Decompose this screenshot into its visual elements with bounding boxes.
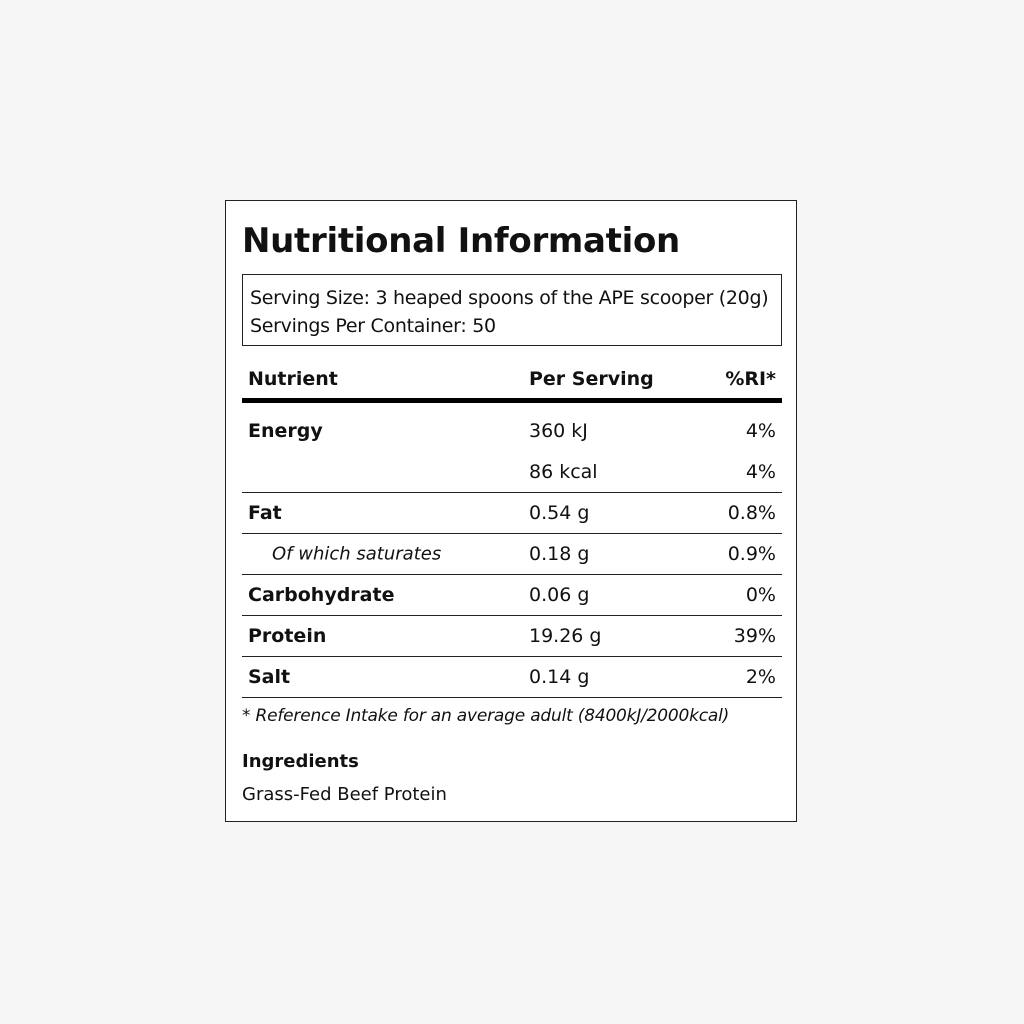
nutrient-name: Salt <box>248 666 291 688</box>
nutrition-label <box>225 200 797 822</box>
label-title: Nutritional Information <box>242 221 680 261</box>
table-row-energy-kj <box>242 403 782 452</box>
nutrient-name: Energy <box>248 420 323 442</box>
nutrient-name: Fat <box>248 502 282 524</box>
table-row-protein <box>242 616 782 657</box>
serving-size-text: Serving Size: 3 heaped spoons of the APE scooper (20g) <box>250 287 769 309</box>
per-serving-value: 0.14 g <box>529 666 590 688</box>
table-row-energy-kcal <box>242 452 782 493</box>
ingredients-text: Grass-Fed Beef Protein <box>242 784 447 805</box>
ri-value: 39% <box>733 625 776 647</box>
per-serving-value: 0.06 g <box>529 584 590 606</box>
table-row-saturates <box>242 534 782 575</box>
ri-value: 4% <box>745 461 776 483</box>
per-serving-value: 0.18 g <box>529 543 590 565</box>
ri-value: 0.9% <box>727 543 776 565</box>
header-per-serving: Per Serving <box>529 368 654 390</box>
nutrient-name: Protein <box>248 625 327 647</box>
reference-intake-footnote: * Reference Intake for an average adult (8400kJ/2000kcal) <box>242 706 730 726</box>
ri-value: 0.8% <box>727 502 776 524</box>
table-row-carbohydrate <box>242 575 782 616</box>
ri-value: 0% <box>745 584 776 606</box>
header-ri: %RI* <box>725 368 776 390</box>
table-header-row <box>242 361 782 403</box>
ri-value: 4% <box>745 420 776 442</box>
per-serving-value: 19.26 g <box>529 625 602 647</box>
header-nutrient: Nutrient <box>248 368 338 390</box>
nutrient-name: Carbohydrate <box>248 584 395 606</box>
servings-per-container-text: Servings Per Container: 50 <box>250 315 496 337</box>
per-serving-value: 86 kcal <box>529 461 598 483</box>
nutrient-name: Of which saturates <box>272 543 442 565</box>
ri-value: 2% <box>745 666 776 688</box>
per-serving-value: 0.54 g <box>529 502 590 524</box>
serving-info-box <box>242 274 782 346</box>
nutrition-table <box>242 361 782 698</box>
table-row-fat <box>242 493 782 534</box>
ingredients-heading: Ingredients <box>242 751 359 772</box>
per-serving-value: 360 kJ <box>529 420 588 442</box>
table-row-salt <box>242 657 782 698</box>
